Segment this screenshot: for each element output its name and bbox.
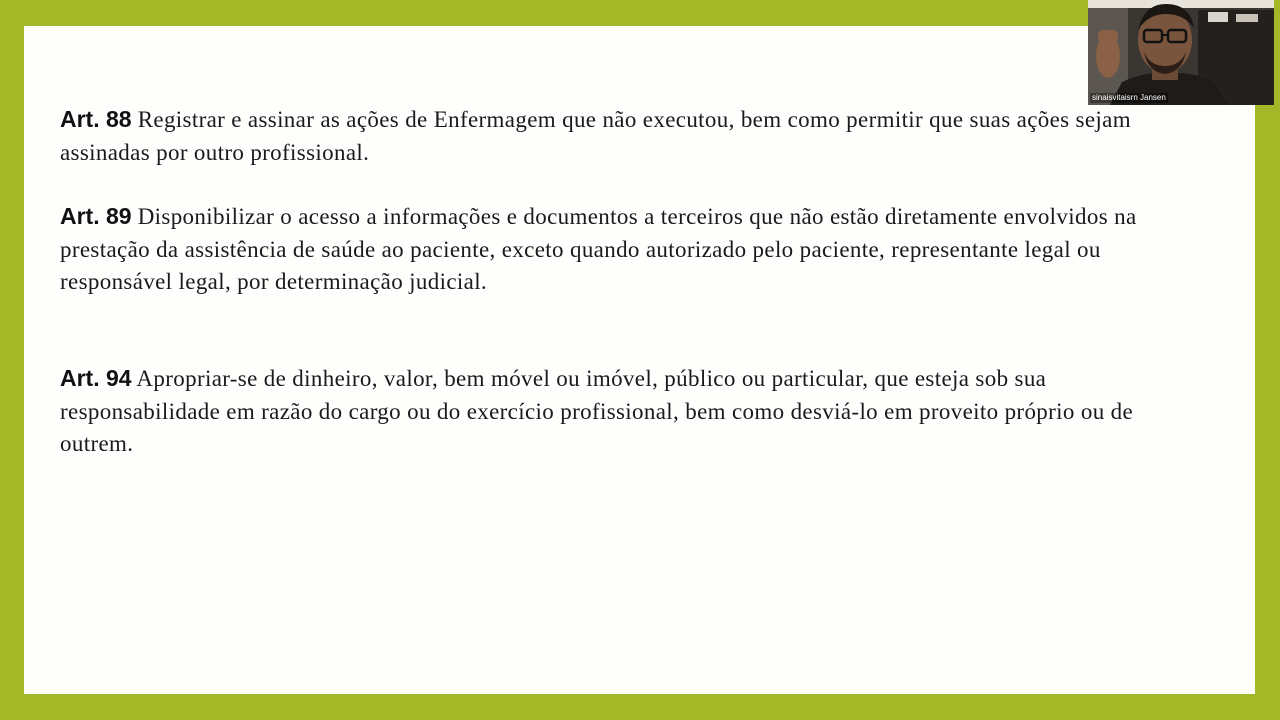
article-89 xyxy=(60,200,1180,299)
participant-video-tile[interactable] xyxy=(1088,0,1274,105)
article-text: Apropriar-se de dinheiro, valor, bem móvel ou imóvel, público ou particular, que esteja sob sua responsabilidade em razão do cargo ou do exercício profissional, bem como desviá-lo em proveito próprio ou de outrem. xyxy=(60,366,1134,456)
article-text: Disponibilizar o acesso a informações e documentos a terceiros que não estão diretamente envolvidos na prestação da assistência de saúde ao paciente, exceto quando autorizado pelo paciente, representante legal ou responsável legal, por determinação judicial. xyxy=(60,204,1137,294)
article-number: Art. 89 xyxy=(60,203,132,229)
article-94 xyxy=(60,362,1180,461)
article-text: Registrar e assinar as ações de Enfermagem que não executou, bem como permitir que suas ações sejam assinadas por outro profissional. xyxy=(60,107,1131,165)
presentation-slide xyxy=(24,26,1255,694)
article-number: Art. 94 xyxy=(60,365,132,391)
participant-video-feed xyxy=(1088,0,1274,105)
participant-name-label: sinaisvitaisrn Jansen xyxy=(1092,93,1166,102)
article-88 xyxy=(60,103,1180,169)
article-number: Art. 88 xyxy=(60,106,132,132)
